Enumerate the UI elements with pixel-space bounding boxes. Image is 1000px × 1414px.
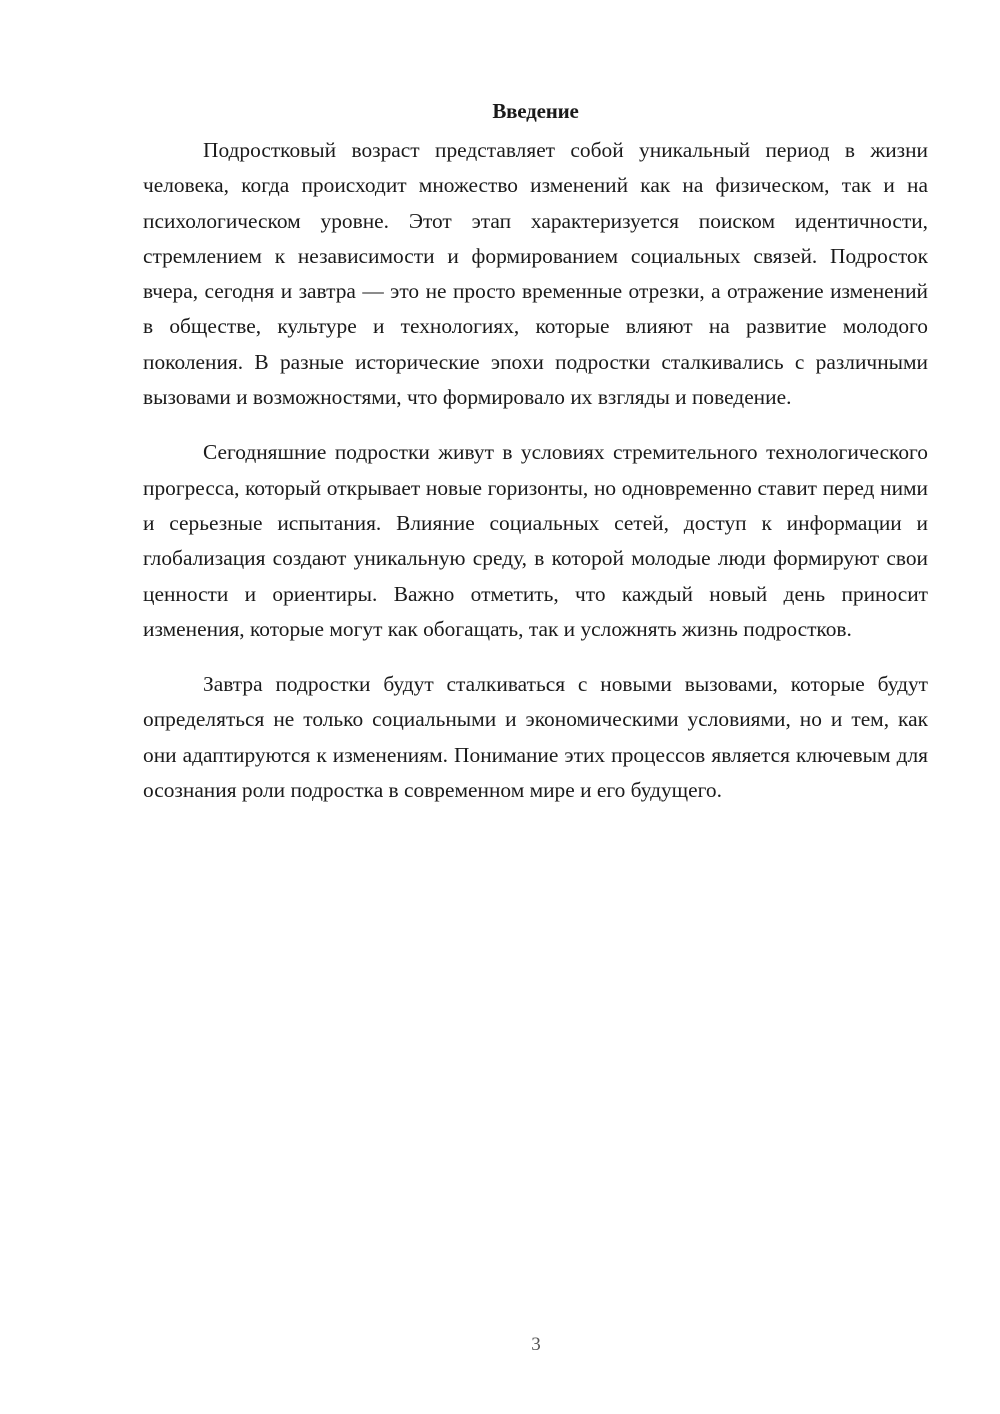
paragraph-3: Завтра подростки будут сталкиваться с новыми вызовами, которые будут определяться не только социальными и экономическими условиями, но и тем, как они адаптируются к изменениям. Понимание этих процессов является ключевым для осознания роли подростка в современном мире и его будущего. [143, 672, 928, 803]
page-number: 3 [531, 1334, 541, 1355]
paragraph-1: Подростковый возраст представляет собой уникальный период в жизни человека, когда происходит множество изменений как на физическом, так и на психологическом уровне. Этот этап характеризуется поиском идентичности, стремлением к независимости и формированием социальных связей. Подросток вчера, сегодня и завтра — это не просто временные отрезки, а отражение изменений в обществе, культуре и технологиях, которые влияют на развитие молодого поколения. В разные исторические эпохи подростки сталкивались с различными вызовами и возможностями, что формировало их взгляды и поведение. [143, 138, 928, 410]
paragraph-2: Сегодняшние подростки живут в условиях стремительного технологического прогресса, который открывает новые горизонты, но одновременно ставит перед ними и серьезные испытания. Влияние социальных сетей, доступ к информации и глобализация создают уникальную среду, в которой молодые люди формируют свои ценности и ориентиры. Важно отметить, что каждый новый день приносит изменения, которые могут как обогащать, так и усложнять жизнь подростков. [143, 440, 928, 641]
section-title: Введение [492, 99, 579, 123]
page-content [143, 94, 928, 828]
